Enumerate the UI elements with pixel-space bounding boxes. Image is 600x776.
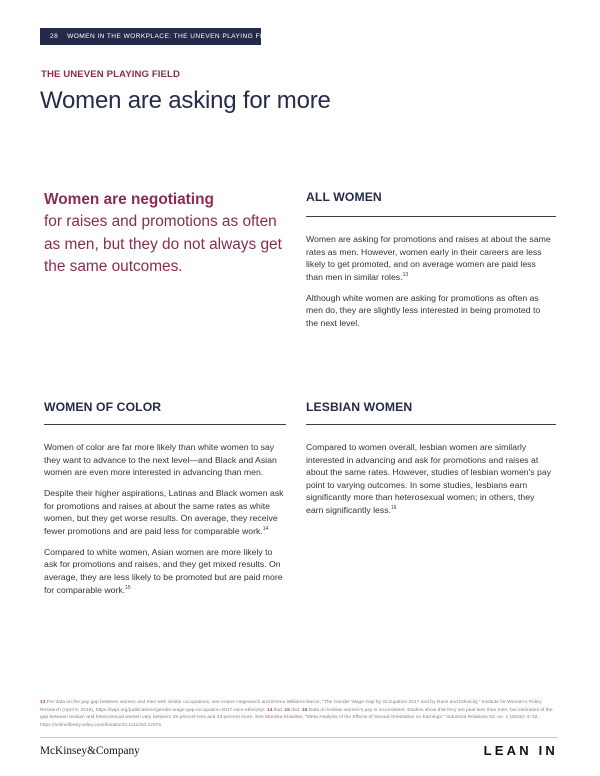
section-label: THE UNEVEN PLAYING FIELD <box>41 69 181 80</box>
lesbian-women-heading: LESBIAN WOMEN <box>306 400 413 414</box>
all-women-paragraph-1: Women are asking for promotions and raises at about the same rates as men. However, women early in their careers are less likely to get promoted, and on average women are paid less than men in similar roles.$^{13}$ <box>306 234 551 282</box>
all-women-heading: ALL WOMEN <box>306 190 382 204</box>
mckinsey-logo: McKinsey&Company <box>40 745 140 757</box>
pullquote <box>44 189 284 278</box>
footer-rule <box>40 737 558 738</box>
footnote-15-number: 15 <box>284 707 290 713</box>
footnote-16-text: Data on lesbian women's pay is inconsistent. Studies show that they are paid less than men, but estimates of the gap between lesbian and heterosexual women vary between 25 percent less and 43 percent more. See Marieka Klawitter, "Meta-Analysis of the Effects of Sexual Orientation on Earnings," Industrial Relations 54, no. 1 (2015): 4–32, https://onlinelibrary.wiley.com/doi/abs/10.1111/irel.12075. <box>40 707 553 728</box>
footnote-15-text: Ibid. <box>291 707 301 713</box>
page-number: 28 <box>50 33 59 40</box>
running-header <box>40 28 277 45</box>
woc-paragraph-3: Compared to white women, Asian women are more likely to ask for promotions and raises, and they get mixed results. On average, they are less likely to be promoted but are paid more for comparable work.$^{15}$ <box>44 546 283 595</box>
all-women-rule <box>306 216 556 217</box>
footnote-13-text: For data on the pay gap between women and men with similar occupations, see Ariane Hegewisch and Emma Williams-Baron, "The Gender Wage Gap by Occupation 2017 and by Race and Ethnicity," Institute for Women's Policy Research (April 9, 2018), https://iwpr.org/publications/gender-wage-gap-occupation-2017-race-ethnicity/. <box>40 700 542 713</box>
footnote-ref-13: 13 <box>402 271 409 278</box>
footnote-14-number: 14 <box>267 707 273 713</box>
lesbian-women-rule <box>306 424 556 425</box>
woc-paragraph-1: Women of color are far more likely than white women to say they want to advance to the next level—and Black and Asian women are even more interested in advancing than men. <box>44 442 277 478</box>
women-of-color-heading: WOMEN OF COLOR <box>44 400 162 414</box>
lesbian-paragraph-1: Compared to women overall, lesbian women are similarly interested in advancing and ask for promotions and raises at about the same rates. However, studies of lesbian women's pay point to varying outcomes. In some studies, lesbians earn significantly more than heterosexual women; in others, they earn significantly less.$^{16}$ <box>306 442 552 515</box>
all-women-body <box>306 233 552 338</box>
all-women-paragraph-2: Although white women are asking for promotions as often as men do, they are slightly less interested in being promoted to the next level. <box>306 292 541 328</box>
footnote-13-number: 13 <box>40 700 46 705</box>
footnote-ref-16: 16 <box>390 505 397 512</box>
women-of-color-rule <box>44 424 286 425</box>
footnote-16-number: 16 <box>301 707 308 713</box>
pullquote-lead: Women are negotiating <box>44 191 214 208</box>
page-title: Women are asking for more <box>40 87 331 114</box>
lean-in-logo: LEAN IN <box>483 743 558 758</box>
footnote-14-text: Ibid. <box>273 707 284 713</box>
women-of-color-body <box>44 441 288 604</box>
running-title: WOMEN IN THE WORKPLACE: THE UNEVEN PLAYING FIELD <box>67 33 277 40</box>
pullquote-text: for raises and promotions as often as men, but they do not always get the same outcomes. <box>44 213 282 275</box>
woc-paragraph-2: Despite their higher aspirations, Latinas and Black women ask for promotions and raises at about the same rates as white women, but they get worse results. On average, they receive fewer promotions and are paid less for comparable work.$^{14}$ <box>44 488 284 536</box>
lesbian-women-body <box>306 441 552 525</box>
footnote-ref-14: 14 <box>262 525 269 532</box>
footnote-ref-15: 15 <box>125 584 131 591</box>
footnotes <box>40 699 558 729</box>
